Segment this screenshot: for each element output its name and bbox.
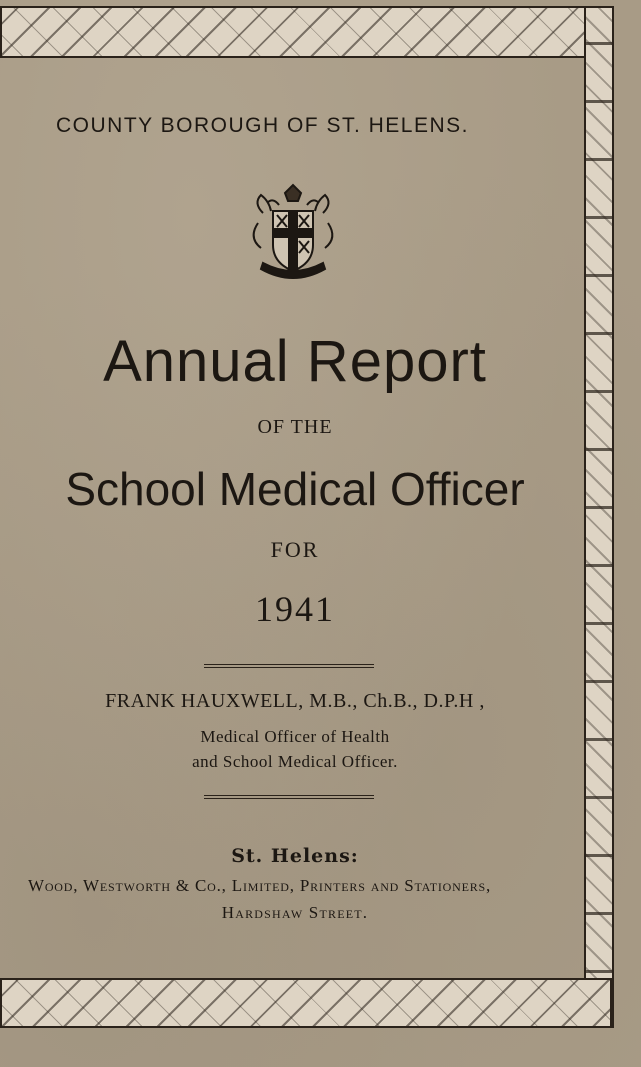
decorative-border-top [0,6,612,58]
title-school-medical-officer: School Medical Officer [65,463,525,515]
imprint-street: Hardshaw Street. [221,903,369,922]
author-role-2: and School Medical Officer. [192,752,398,771]
imprint-place: St. Helens: [231,845,359,867]
county-heading: COUNTY BOROUGH OF ST. HELENS. [56,114,469,137]
coat-of-arms-icon [243,183,343,293]
decorative-border-bottom [0,978,612,1028]
imprint-printer: Wood, Westworth & Co., Limited, Printers and Stationers, [28,876,492,895]
author-role-1: Medical Officer of Health [200,727,390,746]
title-of-the: OF THE [257,416,333,438]
report-year: 1941 [255,589,335,629]
title-annual-report: Annual Report [103,329,487,394]
divider [204,664,374,668]
title-for: FOR [270,537,320,562]
divider [204,795,374,799]
author-name: FRANK HAUXWELL, M.B., Ch.B., D.P.H , [105,690,485,712]
decorative-border-right [584,6,614,1028]
